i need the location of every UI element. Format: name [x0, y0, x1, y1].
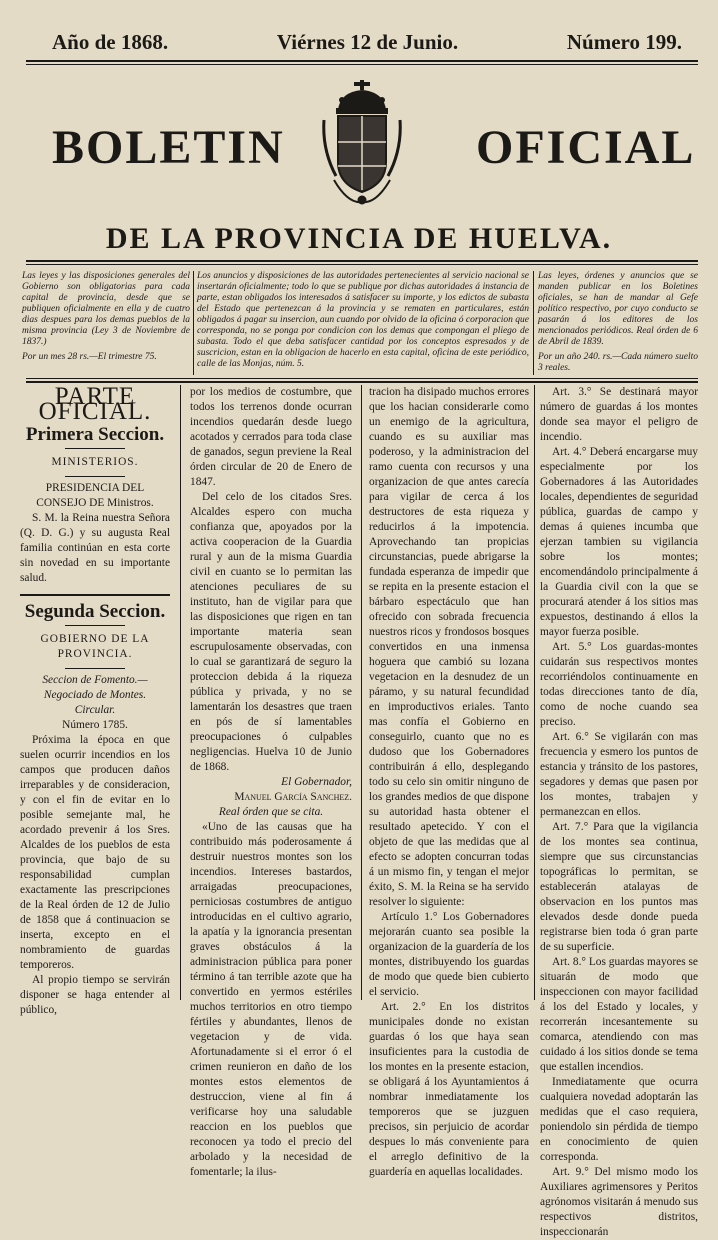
masthead-rule-top [26, 60, 698, 62]
title-right: OFICIAL [476, 121, 696, 174]
notice-left-text: Las leyes y las disposiciones generales del Gobierno son obligatorias para cada capital de provincia, desde que se publiquen oficialmente en ella y de cuatro dias despues para los demas pueblos de la misma provincia (Ley 3 de Noviembre de 1837.) [22, 271, 190, 347]
article-7: Art. 7.° Para que la vigilancia de los montes sea continua, siempre que sus circunstancias topográficas lo permitan, se establecerán atalayas de observacion en los puntos mas elevados desde donde pueda registrarse bien toda ó gran parte de su superficie. [540, 821, 698, 953]
notice-rule-top [26, 260, 698, 262]
column-divider-2 [361, 385, 362, 1000]
notice-divider-2 [533, 271, 534, 375]
article-5: Art. 5.° Los guardas-montes cuidarán sus respectivos montes recorriéndolos continuamente en todas direcciones tanto de día, como de noche cuando sea preciso. [540, 641, 698, 728]
presidencia-text: S. M. la Reina nuestra Señora (Q. D. G.) y su augusta Real familia continúan en esta corte sin novedad en su importante salud. [20, 512, 170, 584]
primera-seccion-heading: Primera Seccion. [25, 424, 165, 445]
gobierno-heading: GOBIERNO DE LA PROVINCIA. [40, 633, 150, 660]
notice-right-price: Por un año 240. rs.—Cada número suelto 3 reales. [538, 352, 698, 373]
circular-paragraph-2: Al propio tiempo se servirán disponer se haga entender al público, [20, 974, 170, 1016]
masthead-rule-top-thin [26, 64, 698, 65]
section-divider [65, 476, 125, 477]
article-2: Art. 2.° En los distritos municipales donde no existan guardas ó los que haya sean insuficientes para la custodia de los montes en la presente estacion, se obligará á los Ayuntamientos á nombrar inmediatamente los temporeros que se juzguen precisos, sin perjuicio de acordar despues lo más conveniente para el arreglo definitivo de la guardería en aquellas localidades. [369, 1001, 529, 1178]
circular-paragraph-4: Del celo de los citados Sres. Alcaldes espero con mucha confianza que, apoyados por la activa cooperacion de la Guardia rural y aun de la misma Guardia civil en cuanto se lo permitan las atenciones peculiares de su instituto, han de vigilar para que las disposiciones que rigen en tan importante materia sean escrupulosamente observadas, con lo cual se garantizará de seguro la proteccion debida á la riqueza pública y privada, y no se lamentarán los desastres que traen en pós de sí lamentables preocupaciones ó culpables negligencias. Huelva 10 de Junio de 1868. [190, 491, 352, 773]
notice-left [22, 271, 190, 375]
article-3: Art. 3.° Se destinará mayor número de guardas á los montes donde sea mayor el peligro de incendio. [540, 386, 698, 443]
notice-divider-1 [193, 271, 194, 375]
article-1: Artículo 1.° Los Gobernadores mejorarán cuanto sea posible la organizacion de la guardería de los montes, distribuyendo los guardas de modo que quede bien cubierto el servicio. [369, 911, 529, 998]
section-divider [65, 625, 125, 626]
article-4: Art. 4.° Deberá encargarse muy especialmente por los Gobernadores á las Autoridades locales, dependientes de seguridad pública, guardas de campo y demas á quienes incumba que ejerzan tambien su vigilancia sobre los montes; encomendándolo principalmente á la Guardia civil con la que se procurará atender á los sitios mas expuestos, destinando á ellos la mayor fuerza posible. [540, 446, 698, 638]
column-divider-3 [534, 385, 535, 1000]
ministerios-heading: MINISTERIOS. [51, 456, 139, 468]
issue-date: Viérnes 12 de Junio. [276, 30, 459, 54]
column-3 [369, 385, 529, 1178]
notice-rule-top-thin [26, 264, 698, 265]
segunda-seccion-heading: Segunda Seccion. [24, 601, 166, 622]
circular-paragraph-3: por los medios de costumbre, que todos los terrenos donde ocurran incendios quedarán desde luego acotados y cerrados para toda clase de ganados, segun previene la Real órden circular de 20 de Enero de 1847. [190, 386, 352, 488]
fomento-heading: Seccion de Fomento.—Negociado de Montes. [42, 674, 148, 701]
column-4 [540, 385, 698, 1238]
title-left: BOLETIN [52, 121, 285, 174]
signature-title: El Gobernador, [281, 776, 352, 788]
issue-number: Número 199. [566, 30, 682, 54]
masthead-subtitle: DE LA PROVINCIA DE HUELVA. [105, 222, 613, 255]
circular-heading: Circular. [74, 704, 116, 716]
notice-right-text: Las leyes, órdenes y anuncios que se manden publicar en los Boletines oficiales, se han de mandar al Gefe político respectivo, por cuyo conducto se pasarán á los editores de los mencionados periódicos. Real órden de 6 de Abril de 1839. [538, 271, 698, 347]
royal-crest-icon [320, 80, 404, 208]
article-8-followup: Inmediatamente que ocurra cualquiera novedad adoptarán las medidas que el caso requiera, poniendolo sin pérdida de tiempo en conocimiento de quien corresponda. [540, 1076, 698, 1163]
parte-oficial-heading: PARTE OFICIAL. [38, 383, 152, 425]
notice-center [197, 271, 529, 375]
notice-right [538, 271, 698, 375]
article-9: Art. 9.° Del mismo modo los Auxiliares agrimensores y Peritos agrónomos visitarán á menudo sus respectivos distritos, inspeccionarán [540, 1166, 698, 1238]
presidencia-heading: PRESIDENCIA DEL CONSEJO DE Ministros. [36, 482, 154, 509]
section-divider [65, 668, 125, 669]
circular-number: Número 1785. [62, 719, 128, 731]
article-8: Art. 8.° Los guardas mayores se situarán de modo que inspeccionen con mayor facilidad á los del Estado y locales, y recorrerán incesantemente su comarca, atendiendo con mas cuidado á los sitios donde se tema que estallen incendios. [540, 956, 698, 1073]
section-divider [65, 448, 125, 449]
notice-rule-bottom [26, 378, 698, 379]
column-divider-1 [180, 385, 181, 1000]
signature-name: Manuel García Sanchez. [234, 791, 352, 803]
column-1 [20, 383, 170, 1016]
section-rule [20, 594, 170, 596]
notice-left-price: Por un mes 28 rs.—El trimestre 75. [22, 352, 157, 362]
real-orden-heading: Real órden que se cita. [218, 806, 324, 818]
circular-paragraph-1: Próxima la época en que suelen ocurrir incendios en los campos que producen daños irreparables y de consideracion, y con el fin de evitar en lo posible semejante mal, he acordado prevenir á los Sres. Alcaldes de los pueblos de esta provincia, que bajo de su responsabilidad cumplan exactamente las prescripciones de la Real órden de 12 de Julio de 1858 que á continuacion se inserta, excepto en el nombramiento de guardas temporeros. [20, 734, 170, 971]
issue-year: Año de 1868. [52, 30, 169, 54]
article-6: Art. 6.° Se vigilarán con mas frecuencia y esmero los puntos de estancia y tránsito de los pastores, segadores y demas que pasen por los montes, trabajen y permanezcan en ellos. [540, 731, 698, 818]
real-orden-paragraph-2: tracion ha disipado muchos errores que los hacian considerarle como un enemigo de la agricultura, cuando es su auxiliar mas poderoso, y la administracion del ramo cuenta con recursos y una organizacion de que antes carecía para vigilar de cerca á los destructores de esta riqueza y reducirlos á la impotencia. Aprovechando tan propicias circunstancias, puede abrigarse la fundada esperanza de impedir que se repita en la presente estacion el bárbaro espectáculo que han ofrecido con sobrada frecuencia nuestros ricos y frondosos bosques convertidos en una inmensa hoguera que cambió su lozana vegetacion en la desnudez de un páramo, y su natural fecundidad en improductivos eriales. Tanto mas confía el Gobierno en conseguirlo, cuanto que no es dudoso que los Gobernadores contribuirán á ello, desplegando todo su celo sin omitir ninguno de los grandes medios de que dispone su autoridad hasta obtener el resultado apetecido. Y con el objeto de que las medidas que al efecto se adopten concurran todas á un mismo fin, y tengan el mejor éxito, S. M. la Reina se ha servido resolver lo siguiente: [369, 386, 529, 908]
masthead-dateline [52, 30, 682, 55]
notice-center-text: Los anuncios y disposiciones de las autoridades pertenecientes al servicio nacional se insertarán oficialmente; todo lo que se publique por dichas autoridades á instancia de parte, estan obligados los interesados á satisfacer su importe, y los edictos de subasta del Estado que pertenezcan á la provincia y se rematen en particulares, están obligados á pagar su insercion, aun cuando por olvido de la oficina ó corporacion que corresponda, no se ponga por condicion con los demas que compongan el pliego de subasta. Todo el que deba satisfacer cantidad por los conceptos espresados y de suscricion, estan en la obligacion de hacerlo en esta capital, oficina de este periódico, calle de las Monjas, núm. 5. [197, 271, 529, 369]
column-2 [190, 385, 352, 1178]
real-orden-paragraph-1: «Uno de las causas que ha contribuido más poderosamente á destruir nuestros montes son los incendios. Intereses bastardos, arraigadas preocupaciones, perniciosas costumbres de antiguo introducidas en el cultivo agrario, la apatía y la ignorancia presentan graves obstáculos á la administracion pública para poner término á tan terrible azote que ha convertido en yermos estériles muchos territorios en otro tiempo fértiles y abundantes, llenos de vegetacion y de vida. Afortunadamente si el error ó el crimen reunieron en daño de los montes estos elementos de destruccion, viene al fin á verificarse hoy una saludable reaccion en los pueblos que reconocen ya todo el precio del arbolado y la necesidad de fomentarle; la ilus- [190, 821, 352, 1178]
